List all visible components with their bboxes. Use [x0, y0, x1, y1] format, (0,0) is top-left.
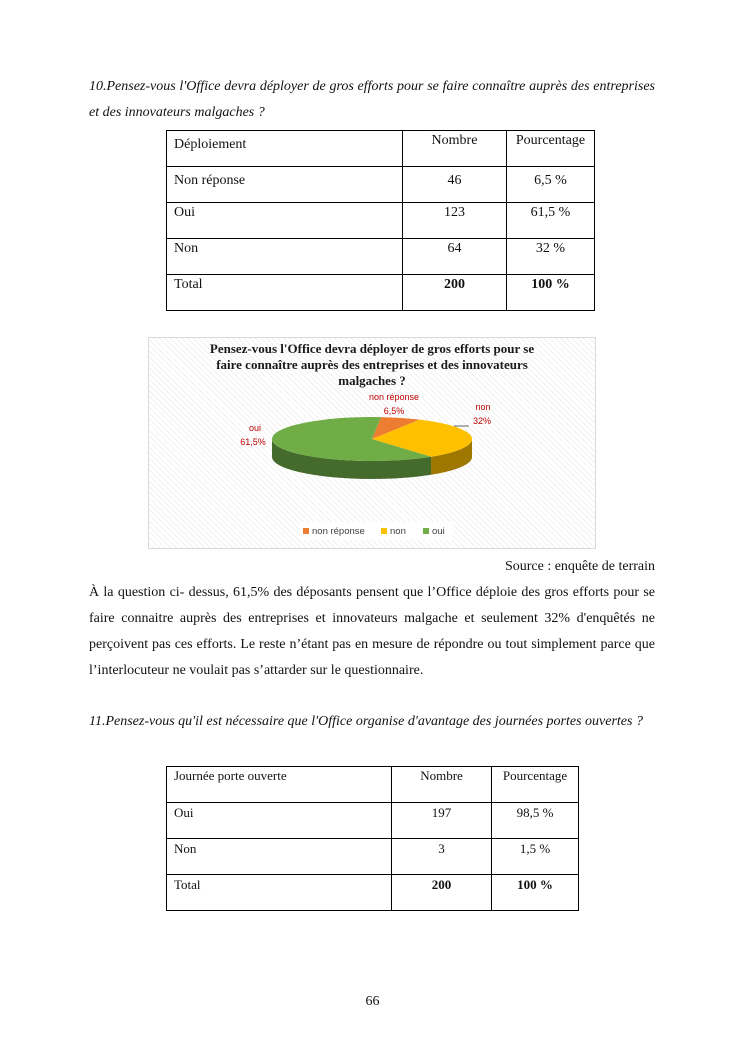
page-number: 66 [365, 994, 380, 1009]
chart-title-line: Pensez-vous l'Office devra déployer de gros efforts pour se [209, 341, 535, 356]
table-cell: 100 % [507, 275, 595, 311]
table-cell: 61,5 % [507, 203, 595, 239]
data-label-oui-name: oui [248, 423, 262, 433]
data-label-non-reponse-value: 6,5% [383, 406, 405, 416]
legend-label: non réponse [312, 526, 365, 537]
pie-chart [148, 337, 596, 549]
table-cell: 1,5 % [492, 839, 579, 875]
legend-label: oui [432, 526, 445, 537]
table-header-cell: Nombre [392, 767, 492, 803]
table-header-row [167, 767, 579, 803]
data-label-non-name: non [475, 402, 491, 412]
data-label-oui-value: 61,5% [240, 437, 266, 447]
table-header-cell: Pourcentage [492, 767, 579, 803]
table-header-cell: Nombre [403, 131, 507, 167]
table-cell: 98,5 % [492, 803, 579, 839]
table-cell: 200 [392, 875, 492, 911]
table-cell: Non réponse [167, 167, 403, 203]
table-cell: Non [167, 239, 403, 275]
table-total-row [167, 875, 579, 911]
table-cell: Oui [167, 803, 392, 839]
table-header-cell: Pourcentage [507, 131, 595, 167]
table-cell: 123 [403, 203, 507, 239]
table-cell: 32 % [507, 239, 595, 275]
chart-title-line: malgaches ? [338, 373, 406, 388]
pie-chart-svg [149, 338, 597, 550]
question-11: 11.Pensez-vous qu'il est nécessaire que l'Office organise d'avantage des journées portes ouvertes ? [89, 714, 643, 729]
table-header-cell: Journée porte ouverte [167, 767, 392, 803]
table-row [167, 803, 579, 839]
analysis-paragraph: À la question ci- dessus, 61,5% des déposants pensent que l’Office déploie des gros efforts pour se faire connaitre auprès des entreprises et innovateurs malgache et seulement 32% d'enquêtés ne perçoivent pas ces efforts. Le reste n’étant pas en mesure de répondre ou tout simplement parce que l’interlocuteur ne voulait pas s’attarder sur le questionnaire. [89, 585, 655, 678]
table-cell: 6,5 % [507, 167, 595, 203]
chart-title-line: faire connaître auprès des entreprises et des innovateurs [216, 357, 528, 372]
data-label-non-value: 32% [472, 416, 492, 426]
table-cell: Total [167, 275, 403, 311]
source-note: Source : enquête de terrain [504, 559, 655, 574]
table-cell: Oui [167, 203, 403, 239]
legend-label: non [390, 526, 406, 537]
portes-ouvertes-table [166, 766, 579, 911]
table-row [167, 167, 595, 203]
table-row [167, 839, 579, 875]
deploiement-table [166, 130, 595, 311]
legend-swatch-oui [423, 528, 429, 534]
legend-swatch-non [381, 528, 387, 534]
table-cell: 100 % [492, 875, 579, 911]
table-cell: 200 [403, 275, 507, 311]
table-cell: 197 [392, 803, 492, 839]
table-header-cell: Déploiement [167, 131, 403, 167]
table-cell: 3 [392, 839, 492, 875]
data-label-non-reponse-name: non réponse [368, 392, 420, 402]
table-cell: Non [167, 839, 392, 875]
table-header-row [167, 131, 595, 167]
table-row [167, 203, 595, 239]
table-row [167, 239, 595, 275]
table-total-row [167, 275, 595, 311]
legend-swatch-non-reponse [303, 528, 309, 534]
question-10: 10.Pensez-vous l'Office devra déployer de gros efforts pour se faire connaître auprès des entreprises et des innovateurs malgaches ? [89, 79, 655, 120]
table-cell: 64 [403, 239, 507, 275]
table-cell: 46 [403, 167, 507, 203]
table-cell: Total [167, 875, 392, 911]
